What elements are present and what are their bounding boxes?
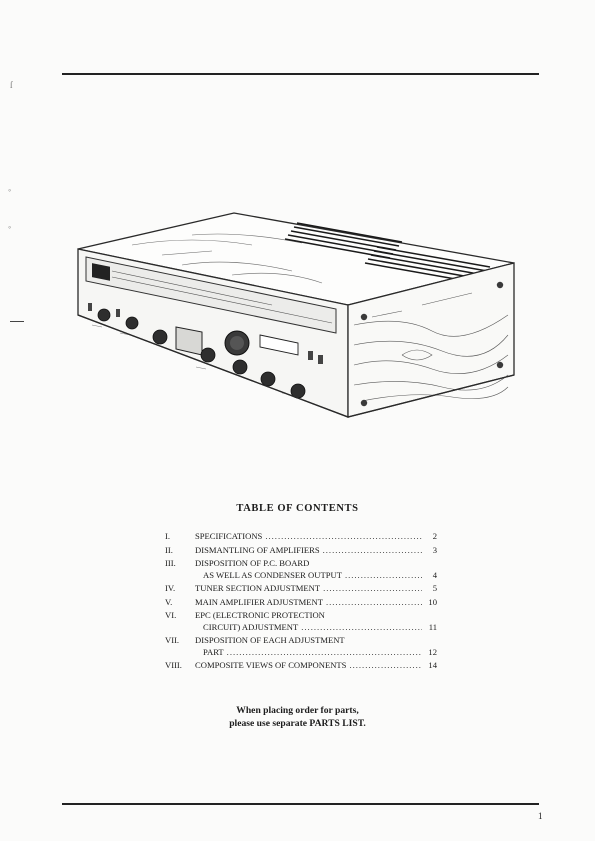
toc-entry-number: IV. xyxy=(165,583,176,594)
note-line-1: When placing order for parts, xyxy=(236,705,359,716)
toc-leader-dots xyxy=(227,647,422,658)
page-number: 1 xyxy=(538,811,543,821)
toc-entry xyxy=(165,635,437,658)
parts-note xyxy=(0,705,595,730)
toc-entry-title: AS WELL AS CONDENSER OUTPUT xyxy=(203,569,342,580)
note-line-2: please use separate PARTS LIST. xyxy=(229,717,366,729)
toc-leader-dots xyxy=(265,531,422,542)
toc-entry-title: MAIN AMPLIFIER ADJUSTMENT xyxy=(195,596,323,607)
toc-leader-dots xyxy=(345,570,422,581)
toc-entry-page: 10 xyxy=(428,596,437,607)
toc-entry-title: COMPOSITE VIEWS OF COMPONENTS xyxy=(195,660,347,671)
toc-list xyxy=(165,531,437,672)
toc-entry xyxy=(165,531,437,542)
toc-entry-page: 4 xyxy=(432,569,437,580)
toc-entry xyxy=(165,583,437,594)
toc-entry-page: 11 xyxy=(428,621,437,632)
toc-title: TABLE OF CONTENTS xyxy=(236,503,359,514)
toc-leader-dots xyxy=(301,622,422,633)
top-rule xyxy=(62,73,539,75)
toc-entry xyxy=(165,610,437,633)
margin-mark: ◦ xyxy=(8,222,12,232)
toc-entry-number: III. xyxy=(165,558,176,569)
toc-entry xyxy=(165,597,437,608)
toc-entry-number: VIII. xyxy=(165,660,182,671)
toc-leader-dots xyxy=(323,583,422,594)
toc-entry-page: 14 xyxy=(428,660,437,671)
toc-entry-title: DISPOSITION OF P.C. BOARD xyxy=(195,558,310,569)
toc-entry-number: V. xyxy=(165,596,173,607)
toc-entry-number: II. xyxy=(165,544,173,555)
toc-leader-dots xyxy=(349,660,422,671)
toc-entry-title: SPECIFICATIONS xyxy=(195,531,263,541)
toc-entry-number: VII. xyxy=(165,635,180,646)
margin-mark: ◦ xyxy=(8,185,12,195)
toc-entry-title: PART xyxy=(203,646,224,657)
toc-entry-page: 2 xyxy=(432,531,437,541)
toc-entry-page: 12 xyxy=(428,646,437,657)
toc-leader-dots xyxy=(326,597,422,608)
toc-entry-number: I. xyxy=(165,531,171,541)
toc-entry-number: VI. xyxy=(165,610,177,621)
toc-entry-title: CIRCUIT) ADJUSTMENT xyxy=(203,621,299,632)
margin-mark: ſ xyxy=(10,80,13,90)
toc-entry-title: TUNER SECTION ADJUSTMENT xyxy=(195,583,321,594)
bottom-rule xyxy=(62,803,539,805)
toc-entry xyxy=(165,545,437,556)
receiver-illustration xyxy=(72,205,534,445)
toc-entry-page: 3 xyxy=(432,544,437,555)
toc-entry xyxy=(165,558,437,581)
toc-entry-title: DISPOSITION OF EACH ADJUSTMENT xyxy=(195,635,345,646)
toc-entry-title: DISMANTLING OF AMPLIFIERS xyxy=(195,544,320,555)
toc-entry-title: EPC (ELECTRONIC PROTECTION xyxy=(195,610,325,621)
margin-tick xyxy=(10,321,24,322)
toc-entry xyxy=(165,660,437,671)
toc-leader-dots xyxy=(323,545,422,556)
toc-entry-page: 5 xyxy=(432,583,437,594)
